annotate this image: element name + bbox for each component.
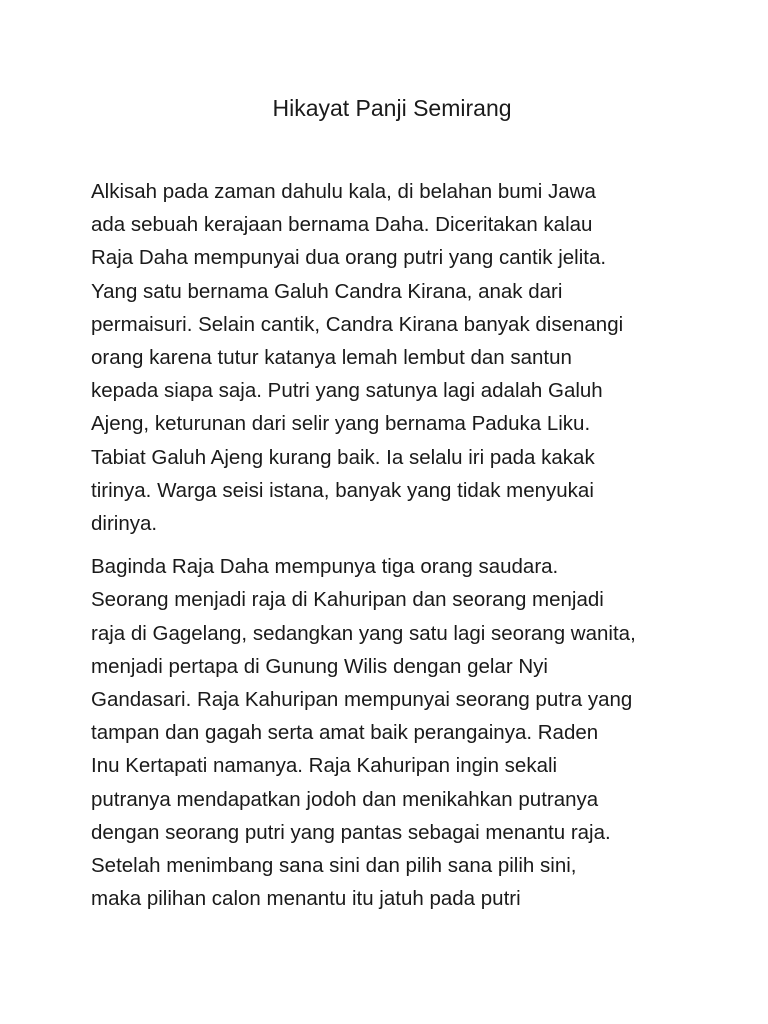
text-line: Alkisah pada zaman dahulu kala, di belahan bumi Jawa — [91, 180, 596, 203]
paragraph-2 — [91, 550, 711, 915]
document-body — [91, 175, 711, 915]
text-line: dirinya. — [91, 512, 158, 536]
text-line: dengan seorang putri yang pantas sebagai menantu raja. — [91, 820, 611, 844]
text-line: Yang satu bernama Galuh Candra Kirana, anak dari — [91, 279, 563, 303]
text-line: Inu Kertapati namanya. Raja Kahuripan ingin sekali — [91, 754, 558, 778]
text-line: orang karena tutur katanya lemah lembut dan santun — [91, 346, 572, 370]
text-line: menjadi pertapa di Gunung Wilis dengan gelar Nyi — [91, 654, 548, 678]
document-title: Hikayat Panji Semirang — [272, 95, 512, 121]
text-line: Tabiat Galuh Ajeng kurang baik. Ia selalu iri pada kakak — [91, 445, 595, 469]
text-line: Seorang menjadi raja di Kahuripan dan seorang menjadi — [91, 588, 604, 612]
text-line: ada sebuah kerajaan bernama Daha. Diceritakan kalau — [91, 213, 593, 237]
text-line: tampan dan gagah serta amat baik perangainya. Raden — [91, 721, 599, 745]
paragraph-1 — [91, 175, 711, 540]
text-line: Gandasari. Raja Kahuripan mempunyai seorang putra yang — [91, 688, 633, 712]
text-line: Baginda Raja Daha mempunya tiga orang saudara. — [91, 555, 559, 579]
text-line: Setelah menimbang sana sini dan pilih sana pilih sini, — [91, 854, 577, 878]
text-line: Ajeng, keturunan dari selir yang bernama Paduka Liku. — [91, 412, 591, 436]
text-line: maka pilihan calon menantu itu jatuh pada putri — [91, 887, 521, 911]
text-line: tirinya. Warga seisi istana, banyak yang tidak menyukai — [91, 478, 594, 502]
text-line: kepada siapa saja. Putri yang satunya lagi adalah Galuh — [91, 379, 603, 403]
text-line: putranya mendapatkan jodoh dan menikahkan putranya — [91, 787, 599, 811]
text-line: raja di Gagelang, sedangkan yang satu lagi seorang wanita, — [91, 621, 636, 645]
text-line: permaisuri. Selain cantik, Candra Kirana banyak disenangi — [91, 312, 624, 336]
text-line: Raja Daha mempunyai dua orang putri yang cantik jelita. — [91, 246, 607, 270]
